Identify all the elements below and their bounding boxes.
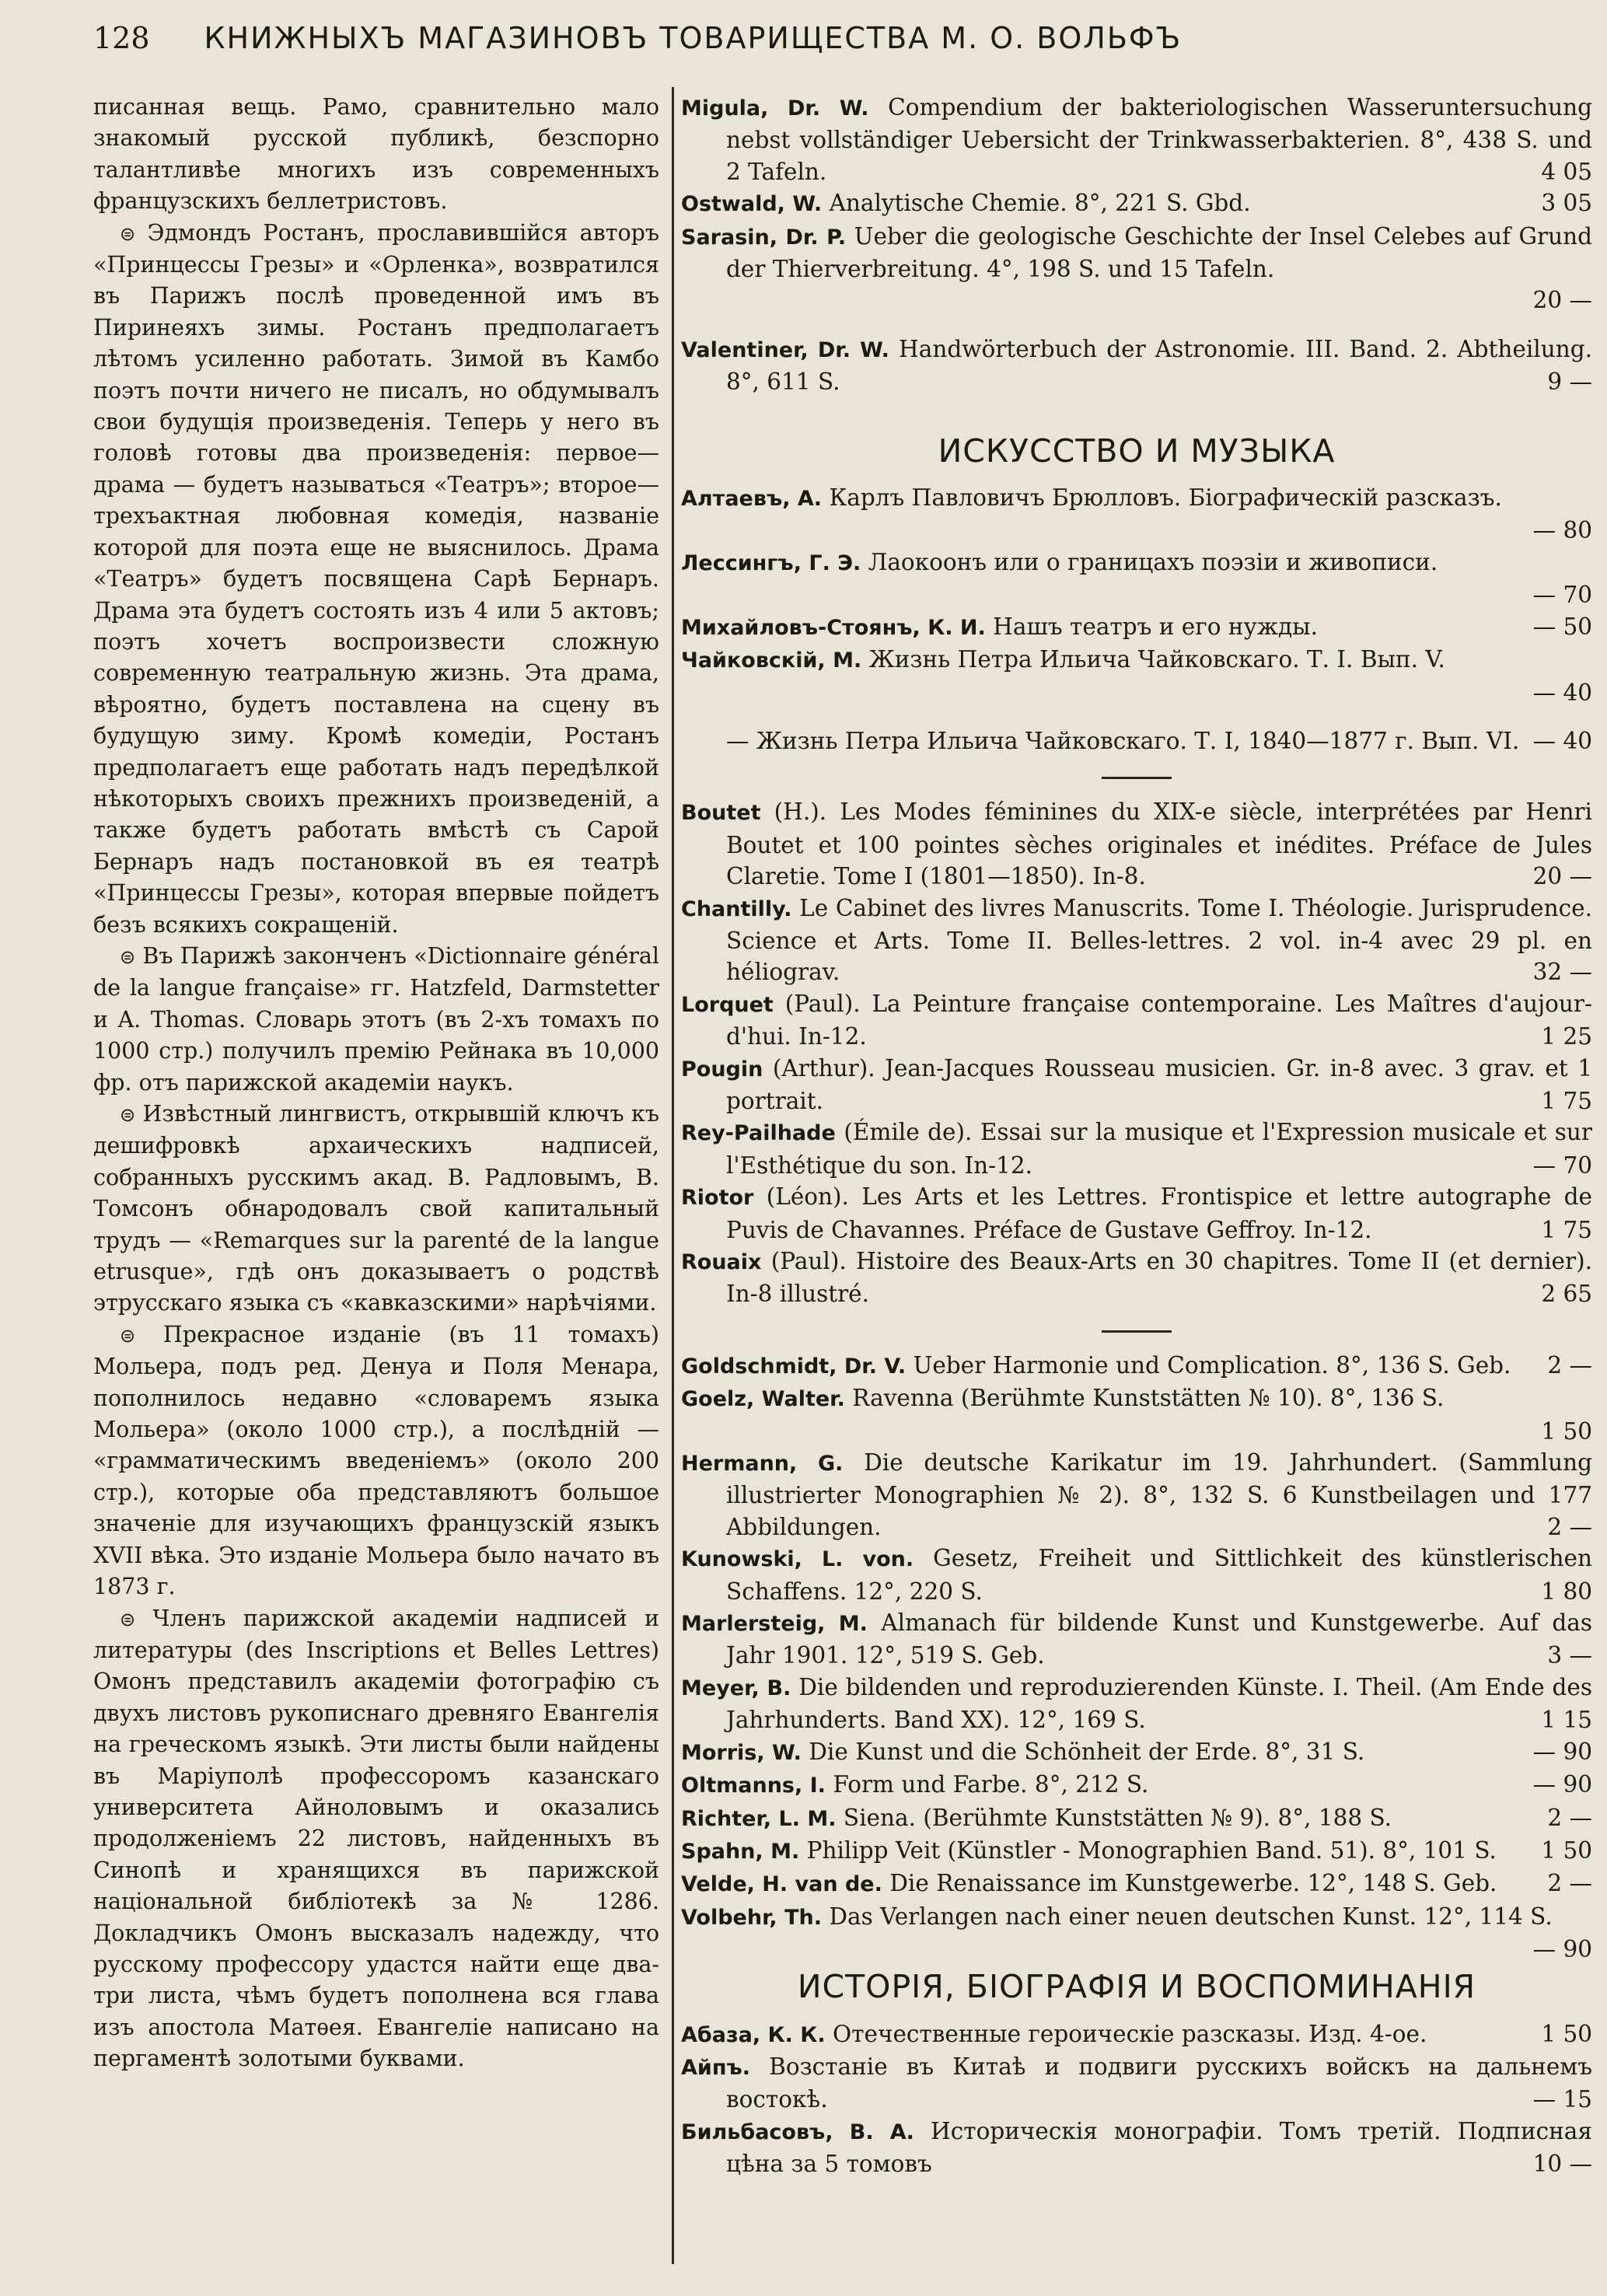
catalog-entry: Marlersteig, M. Almanach für bildende Kunst und Kunstgewerbe. Auf das Jahr 1901. 12°, 519 S. Geb. 3 — bbox=[681, 1607, 1592, 1672]
bullet-icon: ⊜ bbox=[120, 1324, 136, 1347]
price: 1 75 bbox=[1541, 1087, 1592, 1114]
catalog-entry: Migula, Dr. W. Compendium der bakteriologischen Wasseruntersuchung nebst vollständiger Uebersicht der Trinkwasserbakterien. 8°, 438 S. und 2 Tafeln. 4 05 bbox=[681, 92, 1592, 187]
price: 1 25 bbox=[1541, 1023, 1592, 1050]
catalog-entry: Goelz, Walter. Ravenna (Berühmte Kunststätten № 10). 8°, 136 S. 1 50 bbox=[681, 1382, 1592, 1447]
price: 20 — bbox=[1532, 863, 1592, 890]
price: 3 — bbox=[1547, 1642, 1592, 1669]
catalog-entry: Hermann, G. Die deutsche Karikatur im 19. Jahrhundert. (Sammlung illustrierter Monographien № 2). 8°, 132 S. 6 Kunstbeilagen und 177 Abbildungen. 2 — bbox=[681, 1447, 1592, 1543]
catalog-entry: Riotor (Léon). Les Arts et les Lettres. Frontispice et lettre autographe de Puvis de Chavannes. Préface de Gustave Geffroy. In-12. 1 75 bbox=[681, 1181, 1592, 1246]
price: 1 80 bbox=[1541, 1578, 1592, 1605]
catalog-entry: Абаза, К. К. Отечественные героическіе разсказы. Изд. 4-ое. 1 50 bbox=[681, 2018, 1592, 2051]
catalog-entry: Oltmanns, I. Form und Farbe. 8°, 212 S. — 90 bbox=[681, 1769, 1592, 1802]
news-paragraph: ⊜ Членъ парижской академіи надписей и литературы (des Inscriptions et Belles Lettres) Омонъ представилъ академіи фотографію съ двухъ листовъ рукописнаго древняго Евангелія на греческомъ языкѣ. Эти листы были найдены въ Маріуполѣ профессоромъ казанскаго университета Айноловымъ и оказались продолженіемъ 22 листовъ, найденныхъ въ Синопѣ и хранящихся въ парижской національной библіотекѣ за № 1286. Докладчикъ Омонъ высказалъ надежду, что русскому профессору удастся найти еще два-три листа, чѣмъ будетъ пополнена вся глава изъ апостола Матѳея. Евангеліе написано на пергаментѣ золотыми буквами. bbox=[93, 1605, 659, 2072]
price: — 70 bbox=[1532, 1151, 1592, 1179]
catalog-entry: Бильбасовъ, В. А. Историческія монографіи. Томъ третій. Подписная цѣна за 5 томовъ 10 — bbox=[681, 2116, 1592, 2180]
catalog-entry: Kunowski, L. von. Gesetz, Freiheit und Sittlichkeit des künstlerischen Schaffens. 12°, 220 S. 1 80 bbox=[681, 1543, 1592, 1607]
bullet-icon: ⊜ bbox=[120, 222, 136, 245]
page-header bbox=[93, 11, 1594, 65]
price: — 40 bbox=[1532, 679, 1592, 706]
page-number: 128 bbox=[93, 21, 150, 55]
price: — 80 bbox=[1532, 517, 1592, 544]
bullet-icon: ⊜ bbox=[120, 945, 136, 968]
price: — 15 bbox=[1532, 2086, 1592, 2113]
section-heading: ИСТОРІЯ, БІОГРАФІЯ И ВОСПОМИНАНІЯ bbox=[797, 1968, 1476, 2006]
price: 1 15 bbox=[1541, 1707, 1592, 1734]
running-title: КНИЖНЫХЪ МАГАЗИНОВЪ ТОВАРИЩЕСТВА М. О. ВОЛЬФЪ bbox=[204, 21, 1183, 55]
news-paragraph: ⊜ Извѣстный лингвистъ, открывшій ключъ къ дешифровкѣ архаическихъ надписей, собранныхъ русскимъ акад. В. Радловымъ, В. Томсонъ обнародовалъ свой капитальный трудъ — «Remarques sur la parenté de la langue etrusque», гдѣ онъ доказываетъ о родствѣ этрусскаго языка съ «кавказскими» нарѣчіями. bbox=[93, 1101, 659, 1316]
catalog-entry: Ostwald, W. Analytische Chemie. 8°, 221 S. Gbd. 3 05 bbox=[681, 187, 1592, 220]
news-paragraph: ⊜ Прекрасное изданіе (въ 11 томахъ) Мольера, подъ ред. Денуа и Поля Менара, пополнилось недавно «словаремъ языка Мольера» (около 1000 стр.), а послѣдній — «грамматическимъ введеніемъ» (около 200 стр.), которые оба представляютъ большое значеніе для изучающихъ французскій языкъ XVII вѣка. Это изданіе Мольера было начато въ 1873 г. bbox=[93, 1321, 659, 1600]
catalog-entry: Richter, L. M. Siena. (Berühmte Kunststätten № 9). 8°, 188 S. 2 — bbox=[681, 1802, 1592, 1835]
price: — 90 bbox=[1532, 1771, 1592, 1798]
catalog-entry: Rouaix (Paul). Histoire des Beaux-Arts en 30 chapitres. Tome II (et dernier). In-8 illustré. 2 65 bbox=[681, 1246, 1592, 1310]
news-paragraph: ⊜ Въ Парижѣ законченъ «Dictionnaire général de la langue française» гг. Hatzfeld, Darmstetter и A. Thomas. Словарь этотъ (въ 2-хъ томахъ по 1000 стр.) получилъ премію Рейнака въ 10,000 фр. отъ парижской академіи наукъ. bbox=[93, 942, 659, 1096]
price: 2 — bbox=[1547, 1513, 1592, 1540]
price: 3 05 bbox=[1541, 190, 1592, 217]
bullet-icon: ⊜ bbox=[120, 1104, 136, 1126]
catalog-entry: Алтаевъ, А. Карлъ Павловичъ Брюлловъ. Біографическій разсказъ. — 80 bbox=[681, 482, 1592, 547]
catalog-entry: Айпъ. Возстаніе въ Китаѣ и подвиги русскихъ войскъ на дальнемъ востокѣ. — 15 bbox=[681, 2051, 1592, 2116]
price: — 40 bbox=[1532, 727, 1592, 754]
price: 32 — bbox=[1532, 959, 1592, 986]
divider-rule bbox=[1102, 777, 1172, 779]
catalog-entry: Sarasin, Dr. P. Ueber die geologische Geschichte der Insel Celebes auf Grund der Thierverbreitung. 4°, 198 S. und 15 Tafeln. 20 — bbox=[681, 221, 1592, 316]
catalog-entry: Rey-Pailhade (Émile de). Essai sur la musique et l'Expression musicale et sur l'Esthétique du son. In-12. — 70 bbox=[681, 1117, 1592, 1181]
catalog-column bbox=[681, 92, 1592, 2180]
price: 2 — bbox=[1547, 1804, 1592, 1831]
price: 2 — bbox=[1547, 1870, 1592, 1897]
divider-rule bbox=[1102, 1330, 1172, 1333]
catalog-entry: Morris, W. Die Kunst und die Schönheit der Erde. 8°, 31 S. — 90 bbox=[681, 1736, 1592, 1769]
price: 1 50 bbox=[1541, 1836, 1592, 1864]
price: 1 50 bbox=[1541, 2020, 1592, 2047]
price: — 90 bbox=[1532, 1738, 1592, 1765]
news-paragraph: ⊜ Эдмондъ Ростанъ, прославившійся авторъ «Принцессы Грезы» и «Орленка», возвратился въ Парижъ послѣ проведенной имъ въ Пиринеяхъ зимы. Ростанъ предполагаетъ лѣтомъ усиленно работать. Зимой въ Камбо поэтъ почти ничего не писалъ, но обдумывалъ свои будущія произведенія. Теперь у него въ головѣ готовы два произведенія: первое— драма — будетъ называться «Театръ»; второе—трехъактная любовная комедія, названіе которой для поэта еще не выяснилось. Драма «Театръ» будетъ посвящена Сарѣ Бернаръ. Драма эта будетъ состоять изъ 4 или 5 актовъ; поэтъ хочетъ воспроизвести сложную современную театральную жизнь. Эта драма, вѣроятно, будетъ поставлена на сцену въ будущую зиму. Кромѣ комедіи, Ростанъ предполагаетъ еще работать надъ передѣлкой нѣкоторыхъ своихъ прежнихъ произведеній, а также будетъ работать вмѣстѣ съ Сарой Бернаръ надъ постановкой въ ея театрѣ «Принцессы Грезы», которая впервые пойдетъ безъ всякихъ сокращеній. bbox=[93, 219, 659, 938]
catalog-entry: Lorquet (Paul). La Peinture française contemporaine. Les Maîtres d'aujour-d'hui. In-12. 1 25 bbox=[681, 988, 1592, 1053]
price: 1 75 bbox=[1541, 1216, 1592, 1243]
price: 2 65 bbox=[1541, 1281, 1592, 1308]
catalog-entry: Pougin (Arthur). Jean-Jacques Rousseau musicien. Gr. in-8 avec. 3 grav. et 1 portrait. 1 75 bbox=[681, 1053, 1592, 1117]
catalog-entry: Goldschmidt, Dr. V. Ueber Harmonie und Complication. 8°, 136 S. Geb. 2 — bbox=[681, 1350, 1592, 1382]
catalog-entry: Valentiner, Dr. W. Handwörterbuch der Astronomie. III. Band. 2. Abtheilung. 8°, 611 S. 9 — bbox=[681, 334, 1592, 398]
price: 2 — bbox=[1547, 1351, 1592, 1379]
section-heading: ИСКУССТВО И МУЗЫКА bbox=[938, 432, 1336, 470]
price: 20 — bbox=[1532, 287, 1592, 314]
catalog-entry: Михайловъ-Стоянъ, К. И. Нашъ театръ и его нужды. — 50 bbox=[681, 611, 1592, 644]
catalog-entry: Volbehr, Th. Das Verlangen nach einer neuen deutschen Kunst. 12°, 114 S. — 90 bbox=[681, 1901, 1592, 1934]
price: — 70 bbox=[1532, 582, 1592, 609]
news-column bbox=[93, 92, 659, 2075]
column-divider bbox=[672, 87, 674, 2264]
price: — 50 bbox=[1532, 613, 1592, 640]
catalog-entry: Лессингъ, Г. Э. Лаокоонъ или о границахъ поэзіи и живописи. — 70 bbox=[681, 547, 1592, 611]
price: — 90 bbox=[1532, 1936, 1592, 1963]
catalog-entry: — Жизнь Петра Ильича Чайковскаго. Т. I, 1840—1877 г. Вып. VI. — 40 bbox=[681, 725, 1592, 757]
catalog-entry: Meyer, B. Die bildenden und reproduzierenden Künste. I. Theil. (Am Ende des Jahrhunderts. Band XX). 12°, 169 S. 1 15 bbox=[681, 1672, 1592, 1736]
bullet-icon: ⊜ bbox=[120, 1608, 136, 1630]
catalog-entry: Spahn, M. Philipp Veit (Künstler - Monographien Band. 51). 8°, 101 S. 1 50 bbox=[681, 1835, 1592, 1868]
price: 1 50 bbox=[1541, 1417, 1592, 1445]
news-paragraph: писанная вещь. Рамо, сравнительно мало знакомый русской публикѣ, безспорно талантливѣе многихъ изъ современныхъ французскихъ беллетристовъ. bbox=[93, 94, 659, 215]
price: 10 — bbox=[1532, 2151, 1592, 2178]
price: 4 05 bbox=[1541, 158, 1592, 185]
price: 9 — bbox=[1547, 369, 1592, 396]
catalog-entry: Chantilly. Le Cabinet des livres Manuscrits. Tome I. Théologie. Jurisprudence. Science et Arts. Tome II. Belles-lettres. 2 vol. in-4 avec 29 pl. en héliograv. 32 — bbox=[681, 893, 1592, 988]
catalog-entry: Boutet (H.). Les Modes féminines du XIX-e siècle, interprétées par Henri Boutet et 100 pointes sèches originales et inédites. Préface de Jules Claretie. Tome I (1801—1850). In-8. 20 — bbox=[681, 796, 1592, 892]
catalog-entry: Velde, H. van de. Die Renaissance im Kunstgewerbe. 12°, 148 S. Geb. 2 — bbox=[681, 1868, 1592, 1900]
catalog-entry: Чайковскій, М. Жизнь Петра Ильича Чайковскаго. Т. I. Вып. V. — 40 bbox=[681, 644, 1592, 708]
